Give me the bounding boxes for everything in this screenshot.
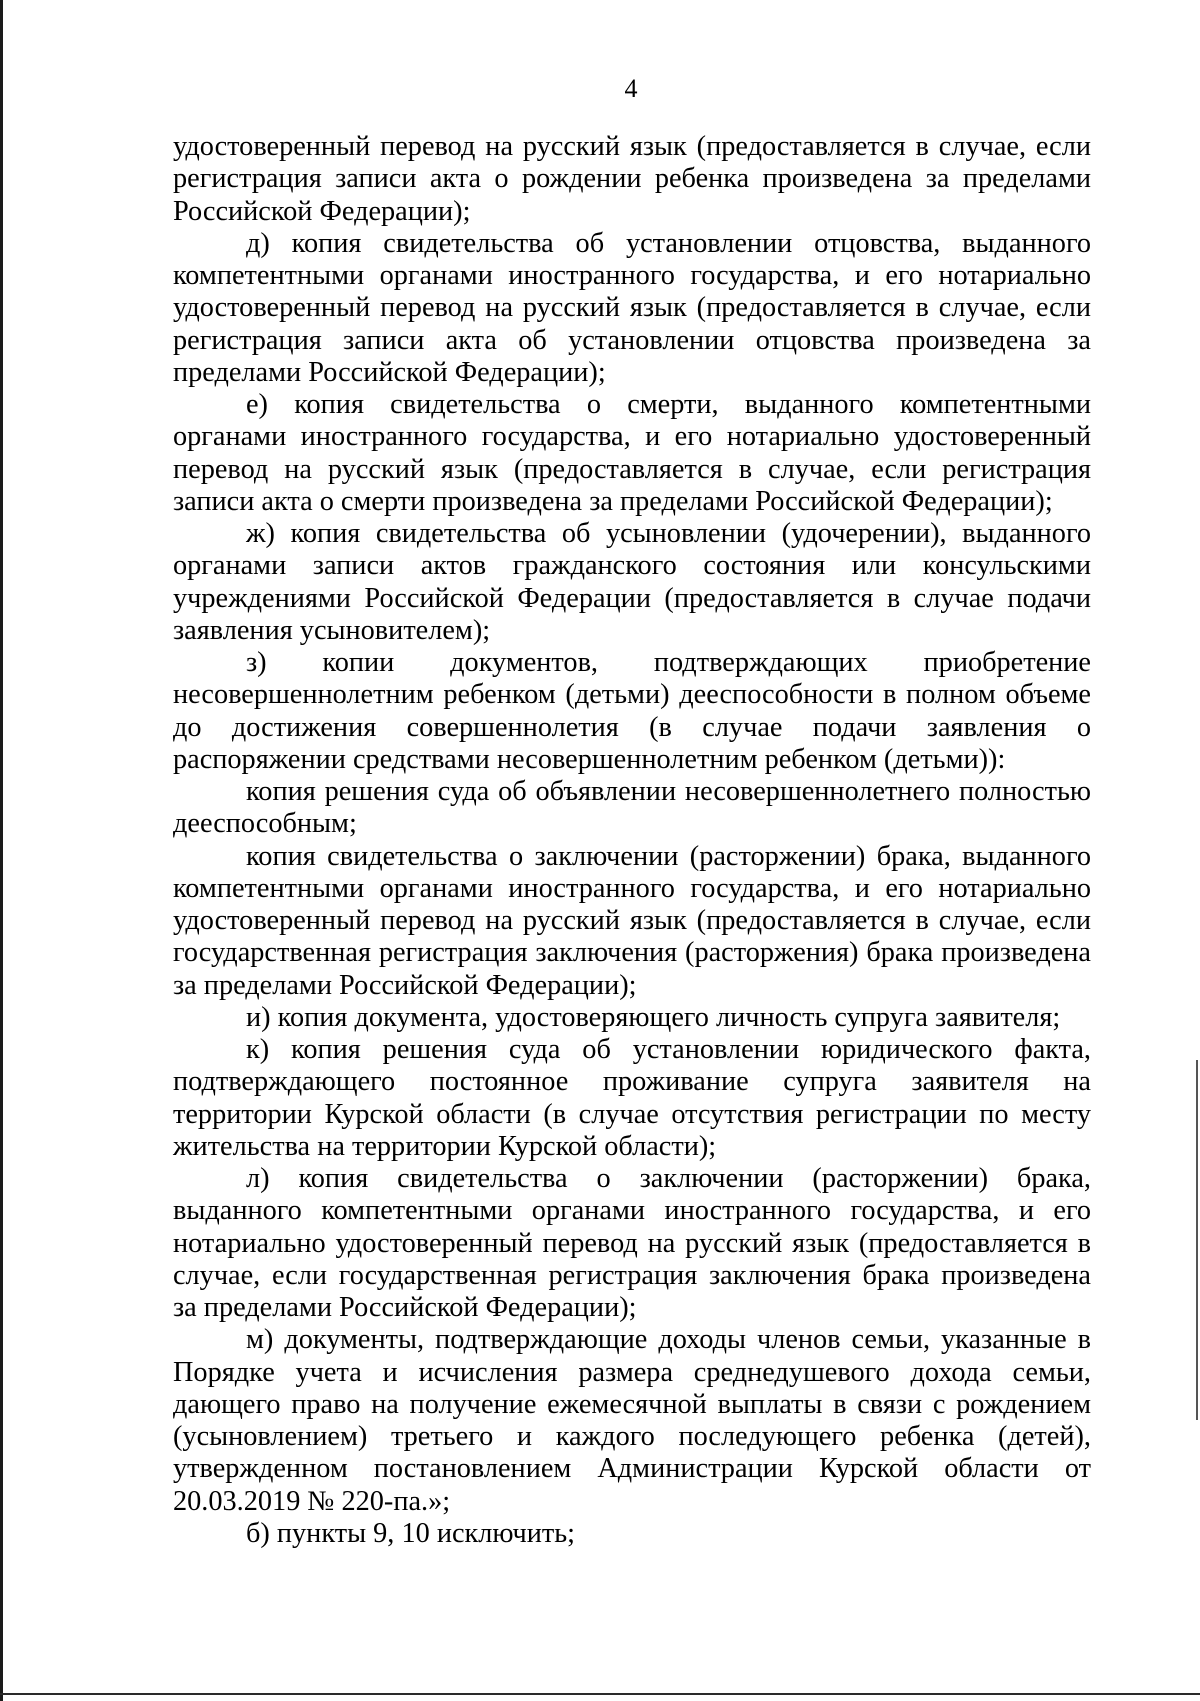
paragraph-continuation: удостоверенный перевод на русский язык (предоставляется в случае, если регистрация записи акта о рождении ребенка произведена за пределами Российской Федерации); (173, 131, 1091, 227)
paragraph-item-z: з) копии документов, подтверждающих приобретение несовершеннолетним ребенком (детьми) дееспособности в полном объеме до достижения совершеннолетия (в случае подачи заявления о распоряжении средствами несовершеннолетним ребенком (детьми)): (173, 647, 1091, 775)
paragraph-item-k: к) копия решения суда об установлении юридического факта, подтверждающего постоянное проживание супруга заявителя на территории Курской области (в случае отсутствия регистрации по месту жительства на территории Курской области); (173, 1034, 1091, 1162)
paragraph-marriage-certificate: копия свидетельства о заключении (расторжении) брака, выданного компетентными органами иностранного государства, и его нотариально удостоверенный перевод на русский язык (предоставляется в случае, если государственная регистрация заключения (расторжения) брака произведена за пределами Российской Федерации); (173, 840, 1091, 1001)
paragraph-item-e: е) копия свидетельства о смерти, выданного компетентными органами иностранного государства, и его нотариально удостоверенный перевод на русский язык (предоставляется в случае, если регистрация записи акта о смерти произведена за пределами Российской Федерации); (173, 389, 1091, 517)
paragraph-item-b: б) пункты 9, 10 исключить; (246, 1517, 575, 1549)
paragraph-item-zh: ж) копия свидетельства об усыновлении (удочерении), выданного органами записи актов гражданского состояния или консульскими учреждениями Российской Федерации (предоставляется в случае подачи заявления усыновителем); (173, 518, 1091, 646)
document-body (173, 131, 1091, 1550)
paragraph-item-i: и) копия документа, удостоверяющего личность супруга заявителя; (246, 1001, 1061, 1033)
scan-border-left (0, 0, 3, 1701)
paragraph-court-decision: копия решения суда об объявлении несовершеннолетнего полностью дееспособным; (173, 776, 1091, 840)
paragraph-item-l: л) копия свидетельства о заключении (расторжении) брака, выданного компетентными органами иностранного государства, и его нотариально удостоверенный перевод на русский язык (предоставляется в случае, если государственная регистрация заключения брака произведена за пределами Российской Федерации); (173, 1163, 1091, 1323)
page-number: 4 (624, 74, 638, 103)
scan-border-right (1196, 1060, 1198, 1420)
scan-border-bottom (0, 1693, 1200, 1695)
paragraph-item-m: м) документы, подтверждающие доходы членов семьи, указанные в Порядке учета и исчисления размера среднедушевого дохода семьи, дающего право на получение ежемесячной выплаты в связи с рождением (усыновлением) третьего и каждого последующего ребенка (детей), утвержденном постановлением Администрации Курской области от 20.03.2019 № 220-па.»; (173, 1324, 1091, 1517)
paragraph-item-d: д) копия свидетельства об установлении отцовства, выданного компетентными органами иностранного государства, и его нотариально удостоверенный перевод на русский язык (предоставляется в случае, если регистрация записи акта об установлении отцовства произведена за пределами Российской Федерации); (173, 227, 1091, 388)
